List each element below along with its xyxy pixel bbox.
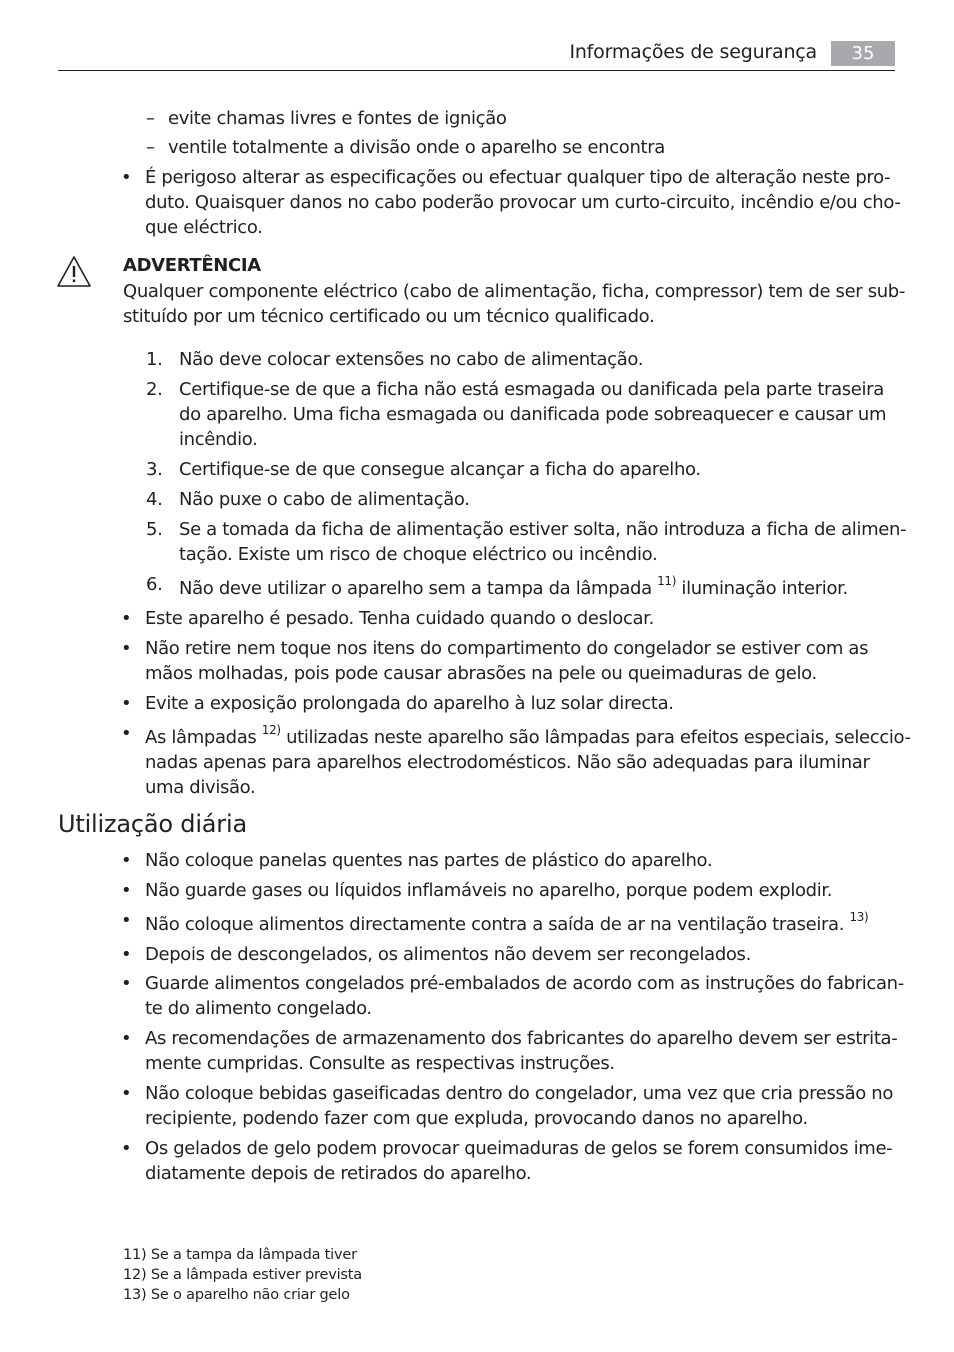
bullet-line xyxy=(145,725,911,750)
list-item-line: Não puxe o cabo de alimentação. xyxy=(179,489,470,510)
list-number: 5. xyxy=(146,519,163,540)
bullet-marker: • xyxy=(121,693,132,714)
footnotes xyxy=(123,1245,362,1305)
bullet-marker: • xyxy=(121,973,132,994)
list-item-line: incêndio. xyxy=(179,429,258,450)
bullet-text: Não coloque alimentos directamente contra a saída de ar na ventilação traseira. xyxy=(145,914,845,935)
bullet-marker: • xyxy=(121,910,132,931)
bullet-marker: • xyxy=(121,723,132,744)
footnote-ref: 11) xyxy=(657,574,677,588)
bullet-marker: • xyxy=(121,1028,132,1049)
bullet-line: Não coloque panelas quentes nas partes de plástico do aparelho. xyxy=(145,850,713,871)
bullet-line: Não guarde gases ou líquidos inflamáveis no aparelho, porque podem explodir. xyxy=(145,880,833,901)
dash-item: evite chamas livres e fontes de ignição xyxy=(168,108,507,129)
list-number: 6. xyxy=(146,574,163,595)
bullet-marker: • xyxy=(121,608,132,629)
warning-text-line: stituído por um técnico certificado ou um técnico qualificado. xyxy=(123,306,655,327)
list-item-line: Se a tomada da ficha de alimentação estiver solta, não introduza a ficha de alimen- xyxy=(179,519,907,540)
bullet-line: É perigoso alterar as especificações ou efectuar qualquer tipo de alteração neste pro- xyxy=(145,167,891,188)
header-divider xyxy=(58,70,895,71)
list-item-line: Certifique-se de que a ficha não está esmagada ou danificada pela parte traseira xyxy=(179,379,884,400)
dash-marker: – xyxy=(146,108,155,129)
bullet-line: nadas apenas para aparelhos electrodomésticos. Não são adequadas para iluminar xyxy=(145,752,870,773)
dash-item: ventile totalmente a divisão onde o aparelho se encontra xyxy=(168,137,665,158)
list-item-line: do aparelho. Uma ficha esmagada ou danificada pode sobreaquecer e causar um xyxy=(179,404,887,425)
warning-title: ADVERTÊNCIA xyxy=(123,255,261,276)
footnote: 11) Se a tampa da lâmpada tiver xyxy=(123,1247,357,1263)
list-item-line: Certifique-se de que consegue alcançar a ficha do aparelho. xyxy=(179,459,701,480)
bullet-line: uma divisão. xyxy=(145,777,256,798)
bullet-line xyxy=(145,912,868,937)
bullet-text: utilizadas neste aparelho são lâmpadas para efeitos especiais, seleccio- xyxy=(286,727,911,748)
list-number: 4. xyxy=(146,489,163,510)
list-item-line: Não deve colocar extensões no cabo de alimentação. xyxy=(179,349,644,370)
bullet-marker: • xyxy=(121,944,132,965)
list-item-line xyxy=(179,576,848,601)
bullet-line: Os gelados de gelo podem provocar queimaduras de gelos se forem consumidos ime- xyxy=(145,1138,893,1159)
footnote: 13) Se o aparelho não criar gelo xyxy=(123,1287,350,1303)
bullet-line: Não retire nem toque nos itens do compartimento do congelador se estiver com as xyxy=(145,638,869,659)
bullet-marker: • xyxy=(121,638,132,659)
list-number: 3. xyxy=(146,459,163,480)
bullet-line: recipiente, podendo fazer com que expluda, provocando danos no aparelho. xyxy=(145,1108,808,1129)
bullet-line: mãos molhadas, pois pode causar abrasões na pele ou queimaduras de gelo. xyxy=(145,663,817,684)
bullet-line: Guarde alimentos congelados pré-embalados de acordo com as instruções do fabrican- xyxy=(145,973,904,994)
section-heading: Utilização diária xyxy=(58,810,247,838)
bullet-line: Evite a exposição prolongada do aparelho à luz solar directa. xyxy=(145,693,674,714)
bullet-line: Depois de descongelados, os alimentos não devem ser recongelados. xyxy=(145,944,751,965)
footnote-ref: 12) xyxy=(261,723,281,737)
dash-marker: – xyxy=(146,137,155,158)
bullet-line: Este aparelho é pesado. Tenha cuidado quando o deslocar. xyxy=(145,608,654,629)
list-number: 2. xyxy=(146,379,163,400)
bullet-line: mente cumpridas. Consulte as respectivas instruções. xyxy=(145,1053,615,1074)
bullet-text: As lâmpadas xyxy=(145,727,257,748)
bullet-line: As recomendações de armazenamento dos fabricantes do aparelho devem ser estrita- xyxy=(145,1028,898,1049)
bullet-line: duto. Quaisquer danos no cabo poderão provocar um curto-circuito, incêndio e/ou cho- xyxy=(145,192,901,213)
footnote: 12) Se a lâmpada estiver prevista xyxy=(123,1267,362,1283)
bullet-line: te do alimento congelado. xyxy=(145,998,372,1019)
bullet-marker: • xyxy=(121,880,132,901)
list-item-text: Não deve utilizar o aparelho sem a tampa da lâmpada xyxy=(179,578,652,599)
bullet-marker: • xyxy=(121,1083,132,1104)
list-item-text: iluminação interior. xyxy=(681,578,848,599)
bullet-marker: • xyxy=(121,1138,132,1159)
running-header-title: Informações de segurança xyxy=(569,41,817,63)
bullet-marker: • xyxy=(121,850,132,871)
warning-triangle-icon xyxy=(56,255,92,288)
footnote-ref: 13) xyxy=(849,910,869,924)
bullet-line: que eléctrico. xyxy=(145,217,263,238)
warning-text-line: Qualquer componente eléctrico (cabo de alimentação, ficha, compressor) tem de ser sub- xyxy=(123,281,906,302)
list-item-line: tação. Existe um risco de choque eléctrico ou incêndio. xyxy=(179,544,658,565)
bullet-marker: • xyxy=(121,167,132,188)
bullet-line: Não coloque bebidas gaseificadas dentro do congelador, uma vez que cria pressão no xyxy=(145,1083,894,1104)
page-number: 35 xyxy=(831,41,895,66)
list-number: 1. xyxy=(146,349,163,370)
bullet-line: diatamente depois de retirados do aparelho. xyxy=(145,1163,532,1184)
